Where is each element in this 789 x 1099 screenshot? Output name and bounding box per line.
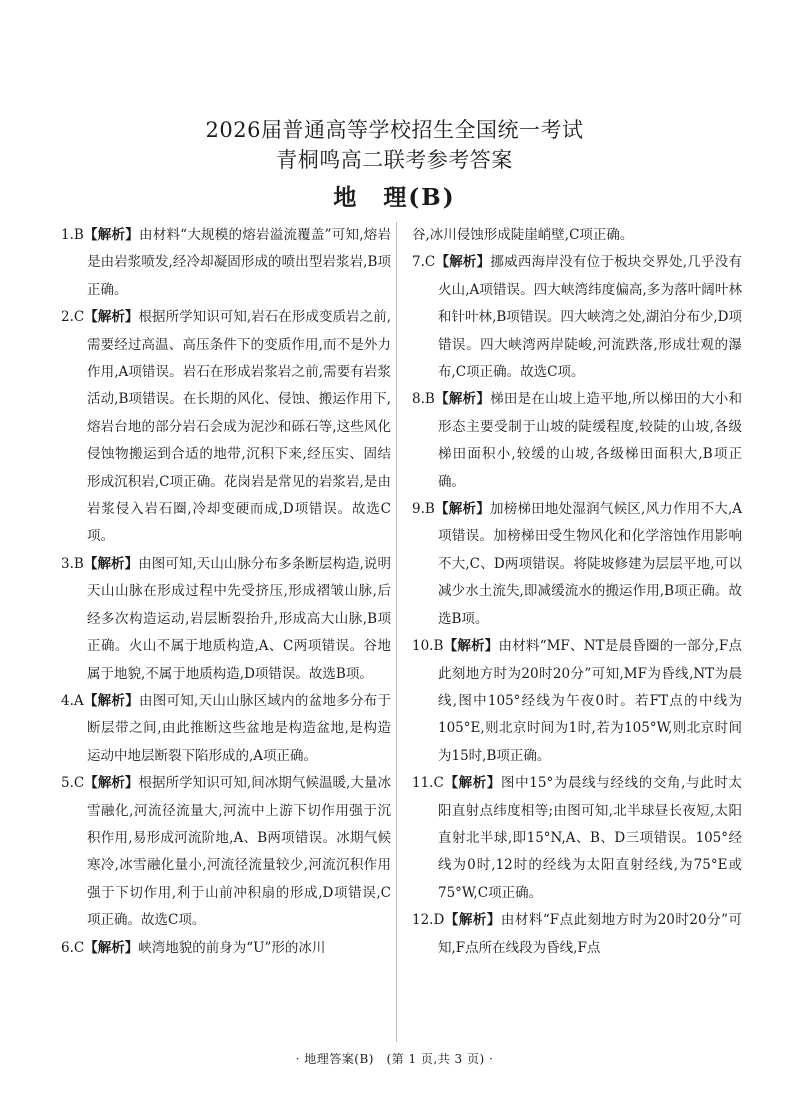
- answer-item-11: [412, 770, 742, 907]
- analysis-tag: 【解析】: [443, 775, 502, 792]
- answer-number: 4.A: [61, 692, 84, 709]
- answer-text: 由材料“MF、NT是晨昏圈的一部分,F点此刻地方时为20时20分”可知,MF为昏线,NT为晨线,图中105°经线为午夜0时。若FT点的中线为105°E,则北京时间为1时,若为105°W,则北京时间为15时,B项正确。: [438, 638, 742, 764]
- answer-text: 由图可知,天山山脉分布多条断层构造,说明天山山脉在形成过程中先受挤压,形成褶皱山脉,后经多次构造运动,岩层断裂抬升,形成高大山脉,B项正确。火山不属于地质构造,A、C两项错误。谷地属于地貌,不属于地质构造,D项错误。故选B项。: [87, 555, 391, 682]
- analysis-tag: 【解析】: [434, 501, 490, 518]
- answer-item-8: [412, 386, 742, 496]
- analysis-tag: 【解析】: [84, 309, 139, 326]
- left-column: [61, 222, 391, 962]
- analysis-tag: 【解析】: [83, 555, 139, 572]
- answer-number: 5.C: [61, 775, 85, 792]
- answer-number: 10.B: [412, 638, 444, 655]
- answer-item-12: [412, 907, 742, 962]
- column-divider: [396, 222, 397, 1042]
- exam-subtitle: 青桐鸣高二联考参考答案: [276, 148, 513, 172]
- subject-heading: 地 理(B): [333, 184, 456, 211]
- answer-text: 加榜梯田地处湿润气候区,风力作用不大,A项错误。加榜梯田受生物风化和化学溶蚀作用影响不大,C、D两项错误。将陡坡修建为层层平地,可以减少水土流失,即减缓流水的搬运作用,B项正确。故选B项。: [438, 501, 742, 627]
- answer-text: 根据所学知识可知,岩石在形成变质岩之前,需要经过高温、高压条件下的变质作用,而不是外力作用,A项错误。岩石在形成岩浆岩之前,需要有岩浆活动,B项错误。在长期的风化、侵蚀、搬运作用下,熔岩台地的部分岩石会成为泥沙和砾石等,这些风化侵蚀物搬运到合适的地带,沉积下来,经压实、固结形成沉积岩,C项正确。花岗岩是常见的岩浆岩,是由岩浆侵入岩石圈,冷却变硬而成,D项错误。故选C项。: [87, 309, 391, 545]
- analysis-tag: 【解析】: [84, 939, 139, 956]
- exam-title: 2026届普通高等学校招生全国统一考试: [205, 118, 584, 142]
- answer-number: 3.B: [61, 555, 84, 572]
- answer-number: 7.C: [412, 254, 436, 271]
- answer-item-1: [61, 222, 391, 304]
- answer-number: 8.B: [412, 391, 435, 408]
- right-column: [412, 222, 742, 962]
- answer-item-6-continuation: 谷,冰川侵蚀形成陡崖峭壁,C项正确。: [412, 227, 634, 243]
- analysis-tag: 【解析】: [83, 692, 139, 709]
- answer-number: 11.C: [412, 775, 444, 792]
- analysis-tag: 【解析】: [435, 254, 491, 271]
- analysis-tag: 【解析】: [443, 638, 499, 655]
- answer-number: 6.C: [61, 939, 85, 956]
- answer-text: 挪威西海岸没有位于板块交界处,几乎没有火山,A项错误。四大峡湾纬度偏高,多为落叶阔叶林和针叶林,B项错误。四大峡湾之处,湖泊分布少,D项错误。四大峡湾两岸陡峻,河流跌落,形成壮观的瀑布,C项正确。故选C项。: [438, 254, 743, 381]
- answer-item-10: [412, 633, 742, 770]
- answer-item-5: [61, 770, 391, 934]
- analysis-tag: 【解析】: [444, 912, 501, 929]
- answer-item-9: [412, 496, 742, 633]
- answer-number: 9.B: [412, 501, 435, 518]
- answer-item-4: [61, 688, 391, 770]
- answer-item-6: [61, 935, 391, 962]
- answer-text: 图中15°为晨线与经线的交角,与此时太阳直射点纬度相等;由图可知,北半球昼长夜短,太阳直射北半球,即15°N,A、B、D三项错误。105°经线为0时,12时的经线为太阳直射经线,为75°E或75°W,C项正确。: [438, 775, 742, 901]
- answer-item-3: [61, 551, 391, 688]
- answer-text: 根据所学知识可知,间冰期气候温暖,大量冰雪融化,河流径流量大,河流中上游下切作用强于沉积作用,易形成河流阶地,A、B两项错误。冰期气候寒冷,冰雪融化量小,河流径流量较少,河流沉积作用强于下切作用,利于山前冲积扇的形成,D项错误,C项正确。故选C项。: [87, 775, 391, 929]
- answer-item-7: [412, 249, 742, 386]
- answer-text: 峡湾地貌的前身为“U”形的冰川: [138, 939, 326, 956]
- answer-text: 由材料“F点此刻地方时为20时20分”可知,F点所在线段为昏线,F点: [438, 912, 743, 956]
- analysis-tag: 【解析】: [83, 227, 139, 243]
- answer-text: 由材料“大规模的熔岩溢流覆盖”可知,熔岩是由岩浆喷发,经冷却凝固形成的喷出型岩浆岩,B项正确。: [87, 227, 391, 298]
- analysis-tag: 【解析】: [84, 775, 139, 792]
- answer-number: 12.D: [412, 912, 445, 929]
- analysis-tag: 【解析】: [434, 391, 491, 408]
- answer-item-2: [61, 304, 391, 551]
- answer-text: 由图可知,天山山脉区域内的盆地多分布于断层带之间,由此推断这些盆地是构造盆地,是构造运动中地层断裂下陷形成的,A项正确。: [87, 692, 392, 764]
- page-footer: · 地理答案(B) (第 1 页,共 3 页) ·: [295, 1052, 494, 1066]
- answer-number: 1.B: [61, 227, 84, 243]
- answer-number: 2.C: [61, 309, 85, 326]
- answer-text: 梯田是在山坡上造平地,所以梯田的大小和形态主要受制于山坡的陡缓程度,较陡的山坡,各级梯田面积小,较缓的山坡,各级梯田面积大,B项正确。: [438, 391, 742, 490]
